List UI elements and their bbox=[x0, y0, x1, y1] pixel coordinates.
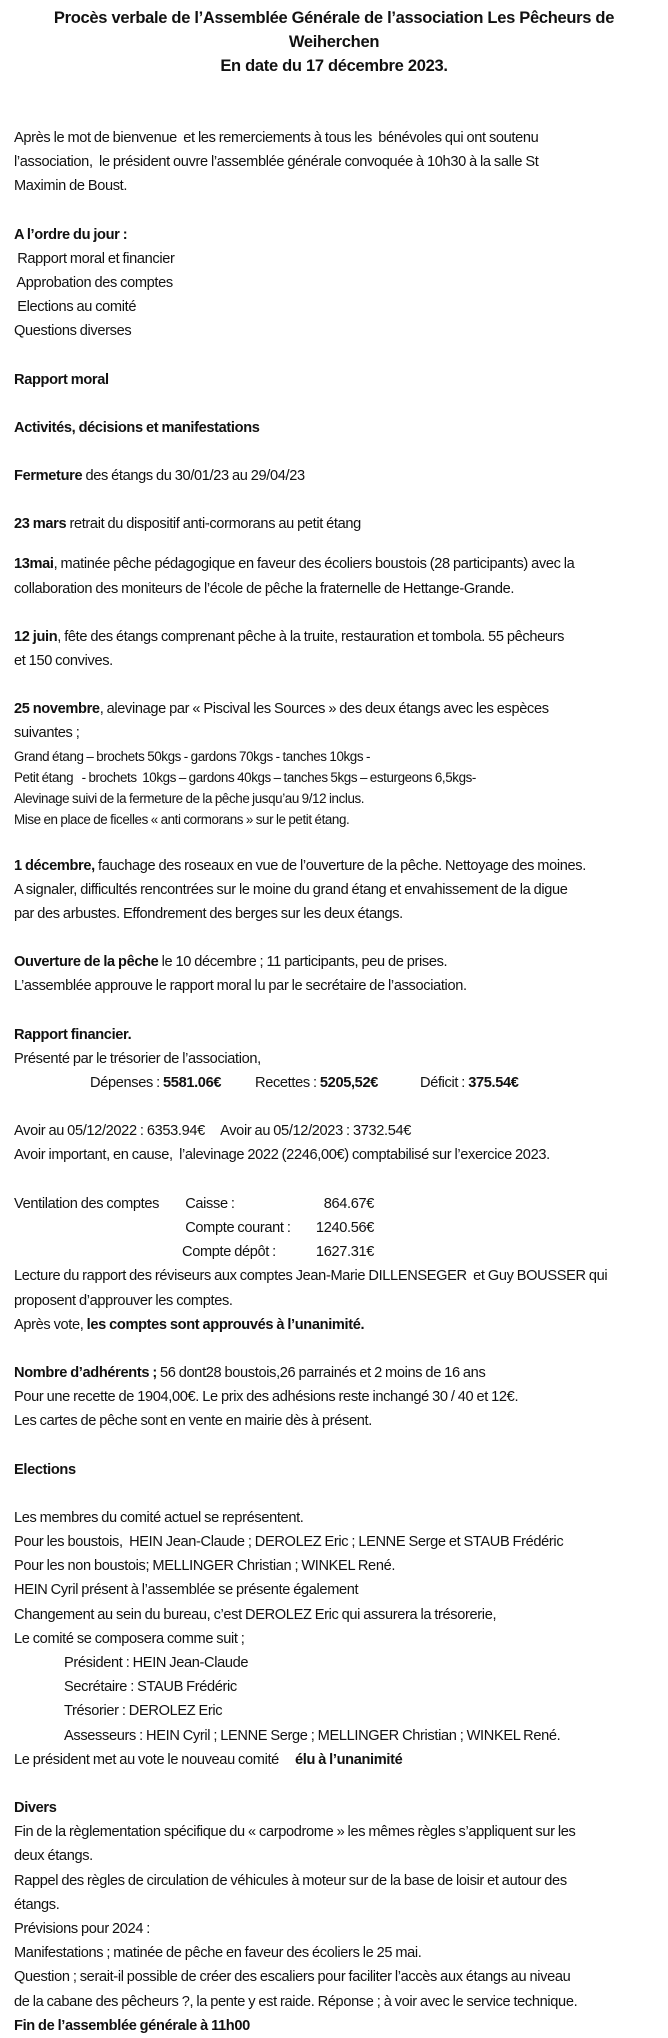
title-date: En date du 17 décembre 2023. bbox=[220, 57, 448, 75]
adherents-section bbox=[14, 1361, 654, 1434]
closing-line: Fin de l’assemblée générale à 11h00 bbox=[14, 2017, 250, 2034]
committee-member: Secrétaire : STAUB Frédéric bbox=[64, 1679, 237, 1696]
vote-result: les comptes sont approuvés à l’unanimité. bbox=[86, 1316, 365, 1333]
committee-member: Président : HEIN Jean-Claude bbox=[64, 1654, 249, 1671]
event-ouverture bbox=[14, 950, 654, 974]
title-line-2: Weiherchen bbox=[288, 33, 380, 51]
committee-member: Trésorier : DEROLEZ Eric bbox=[64, 1703, 223, 1720]
alevinage-detail: Grand étang – brochets 50kgs - gardons 70kgs - tanches 10kgs - bbox=[14, 748, 371, 764]
agenda-item: Rapport moral et financier bbox=[14, 250, 175, 267]
divers-line: Rappel des règles de circulation de véhicules à moteur sur de la base de loisir et autour des bbox=[14, 1872, 567, 1889]
recettes bbox=[255, 1071, 420, 1095]
financial-summary bbox=[14, 1071, 654, 1095]
event-mai bbox=[14, 552, 654, 600]
event-date: Fermeture bbox=[14, 468, 83, 485]
divers-line: Manifestations ; matinée de pêche en faveur des écoliers le 25 mai. bbox=[14, 1945, 422, 1962]
event-text: fauchage des roseaux en vue de l’ouverture de la pêche. Nettoyage des moines. bbox=[94, 857, 586, 874]
alevinage-detail: Petit étang - brochets 10kgs – gardons 40kgs – tanches 5kgs – esturgeons 6,5kgs- bbox=[14, 769, 476, 785]
document-body bbox=[14, 78, 654, 2038]
event-date: 23 mars bbox=[14, 516, 67, 533]
elections-line: HEIN Cyril présent à l’assemblée se présente également bbox=[14, 1582, 359, 1599]
elections-line: Les membres du comité actuel se représentent. bbox=[14, 1509, 304, 1526]
event-mars bbox=[14, 512, 654, 536]
recettes-label: Recettes : bbox=[255, 1075, 320, 1092]
event-date: 25 novembre bbox=[14, 701, 100, 718]
elections-line: Le comité se composera comme suit ; bbox=[14, 1630, 245, 1647]
event-text: suivantes ; bbox=[14, 725, 80, 742]
ventilation-row-label: Compte dépôt : bbox=[182, 1244, 276, 1261]
ventilation-row-value: 1627.31€ bbox=[315, 1244, 374, 1261]
agenda-item: Elections au comité bbox=[14, 299, 137, 316]
deficit-value: 375.54€ bbox=[468, 1075, 519, 1092]
deficit-label: Déficit : bbox=[420, 1075, 469, 1092]
divers-section bbox=[14, 1820, 654, 2038]
avoir-note: Avoir important, en cause, l’alevinage 2022 (2246,00€) comptabilisé sur l’exercice 2023. bbox=[14, 1147, 550, 1164]
event-juin bbox=[14, 625, 654, 673]
adherents-label: Nombre d’adhérents ; bbox=[14, 1364, 157, 1381]
recettes-value: 5205,52€ bbox=[319, 1075, 378, 1092]
depenses bbox=[90, 1071, 255, 1095]
agenda-section bbox=[14, 223, 654, 344]
adherents-text: 56 dont28 boustois,26 parrainés et 2 moins de 16 ans bbox=[156, 1364, 486, 1381]
divers-line: étangs. bbox=[14, 1896, 60, 1913]
elections-line: Pour les non boustois; MELLINGER Christian ; WINKEL René. bbox=[14, 1558, 396, 1575]
intro-line: Après le mot de bienvenue et les remerciements à tous les bénévoles qui ont soutenu bbox=[14, 130, 539, 146]
section-heading-rapport-financier: Rapport financier. bbox=[14, 1026, 132, 1043]
event-fermeture bbox=[14, 464, 654, 488]
event-text: , fête des étangs comprenant pêche à la truite, restauration et tombola. 55 pêcheurs bbox=[57, 628, 565, 645]
rapport-moral-approval: L’assemblée approuve le rapport moral lu par le secrétaire de l’association. bbox=[14, 978, 467, 995]
ventilation-table bbox=[14, 1192, 654, 1265]
ventilation-row-value: 864.67€ bbox=[323, 1195, 374, 1212]
event-novembre bbox=[14, 697, 654, 829]
intro-line: Maximin de Boust. bbox=[14, 178, 128, 195]
event-text: retrait du dispositif anti-cormorans au petit étang bbox=[66, 516, 361, 533]
alevinage-detail: Mise en place de ficelles « anti cormorans » sur le petit étang. bbox=[14, 811, 350, 827]
vote-result: élu à l’unanimité bbox=[294, 1751, 403, 1768]
event-text: et 150 convives. bbox=[14, 653, 113, 670]
committee-vote bbox=[14, 1748, 654, 1772]
subsection-heading-activites: Activités, décisions et manifestations bbox=[14, 419, 260, 436]
deficit bbox=[420, 1071, 585, 1095]
elections-line: Pour les boustois, HEIN Jean-Claude ; DEROLEZ Eric ; LENNE Serge et STAUB Frédéric bbox=[14, 1533, 564, 1550]
event-date: Ouverture de la pêche bbox=[14, 954, 159, 971]
revision-line: proposent d’approuver les comptes. bbox=[14, 1292, 233, 1309]
elections-section bbox=[14, 1506, 654, 1772]
committee-member: Assesseurs : HEIN Cyril ; LENNE Serge ; MELLINGER Christian ; WINKEL René. bbox=[64, 1727, 561, 1744]
revision-line: Lecture du rapport des réviseurs aux comptes Jean-Marie DILLENSEGER et Guy BOUSSER qui bbox=[14, 1268, 608, 1285]
section-heading-divers: Divers bbox=[14, 1799, 57, 1816]
event-date: 12 juin bbox=[14, 628, 58, 645]
title-line-1: Procès verbale de l’Assemblée Générale de l’association Les Pêcheurs de bbox=[53, 9, 615, 27]
alevinage-detail: Alevinage suivi de la fermeture de la pêche jusqu’au 9/12 inclus. bbox=[14, 790, 365, 806]
presented-by: Présenté par le trésorier de l’association, bbox=[14, 1050, 261, 1067]
committee-list bbox=[14, 1651, 654, 1748]
depenses-value: 5581.06€ bbox=[163, 1075, 222, 1092]
agenda-item: Questions diverses bbox=[14, 323, 132, 340]
intro-line: l’association, le président ouvre l’assemblée générale convoquée à 10h30 à la salle St bbox=[14, 154, 539, 171]
ventilation-row-label: Compte courant : bbox=[182, 1219, 291, 1236]
divers-line: Prévisions pour 2024 : bbox=[14, 1920, 151, 1937]
divers-line: de la cabane des pêcheurs ?, la pente y est raide. Réponse ; à voir avec le service technique. bbox=[14, 1993, 578, 2010]
event-text: collaboration des moniteurs de l’école de pêche la fraternelle de Hettange-Grande. bbox=[14, 580, 515, 597]
intro-paragraph bbox=[14, 126, 654, 199]
agenda-item: Approbation des comptes bbox=[14, 275, 173, 292]
accounts-vote bbox=[14, 1313, 654, 1337]
divers-line: Question ; serait-il possible de créer des escaliers pour faciliter l’accès aux étangs au niveau bbox=[14, 1969, 571, 1986]
document-title bbox=[14, 0, 654, 78]
event-decembre bbox=[14, 854, 654, 927]
ventilation-label: Ventilation des comptes bbox=[14, 1195, 160, 1212]
divers-line: Fin de la règlementation spécifique du « carpodrome » les mêmes règles s’appliquent sur les bbox=[14, 1824, 576, 1841]
elections-line: Changement au sein du bureau, c’est DEROLEZ Eric qui assurera la trésorerie, bbox=[14, 1606, 497, 1623]
event-date: 13mai bbox=[14, 556, 54, 573]
vote-prefix: Après vote, bbox=[14, 1316, 87, 1333]
avoir-line: Avoir au 05/12/2022 : 6353.94€ Avoir au 05/12/2023 : 3732.54€ bbox=[14, 1123, 412, 1140]
section-heading-rapport-moral: Rapport moral bbox=[14, 371, 109, 388]
ventilation-row-value: 1240.56€ bbox=[315, 1219, 374, 1236]
event-text: A signaler, difficultés rencontrées sur le moine du grand étang et envahissement de la digue bbox=[14, 881, 568, 898]
section-heading-elections: Elections bbox=[14, 1461, 76, 1478]
event-text: par des arbustes. Effondrement des berges sur les deux étangs. bbox=[14, 906, 403, 923]
event-text: des étangs du 30/01/23 au 29/04/23 bbox=[82, 468, 305, 485]
adherents-cartes: Les cartes de pêche sont en vente en mairie dès à présent. bbox=[14, 1413, 372, 1430]
ventilation-row-label: Caisse : bbox=[182, 1195, 235, 1212]
event-text: , alevinage par « Piscival les Sources » des deux étangs avec les espèces bbox=[99, 701, 549, 718]
event-text: , matinée pêche pédagogique en faveur des écoliers boustois (28 participants) avec la bbox=[53, 556, 575, 573]
divers-line: deux étangs. bbox=[14, 1848, 93, 1865]
adherents-recette: Pour une recette de 1904,00€. Le prix des adhésions reste inchangé 30 / 40 et 12€. bbox=[14, 1389, 519, 1406]
agenda-heading: A l’ordre du jour : bbox=[14, 226, 128, 243]
vote-prefix: Le président met au vote le nouveau comité bbox=[14, 1751, 295, 1768]
event-text: le 10 décembre ; 11 participants, peu de prises. bbox=[158, 954, 448, 971]
depenses-label: Dépenses : bbox=[90, 1075, 164, 1092]
event-date: 1 décembre, bbox=[14, 857, 95, 874]
